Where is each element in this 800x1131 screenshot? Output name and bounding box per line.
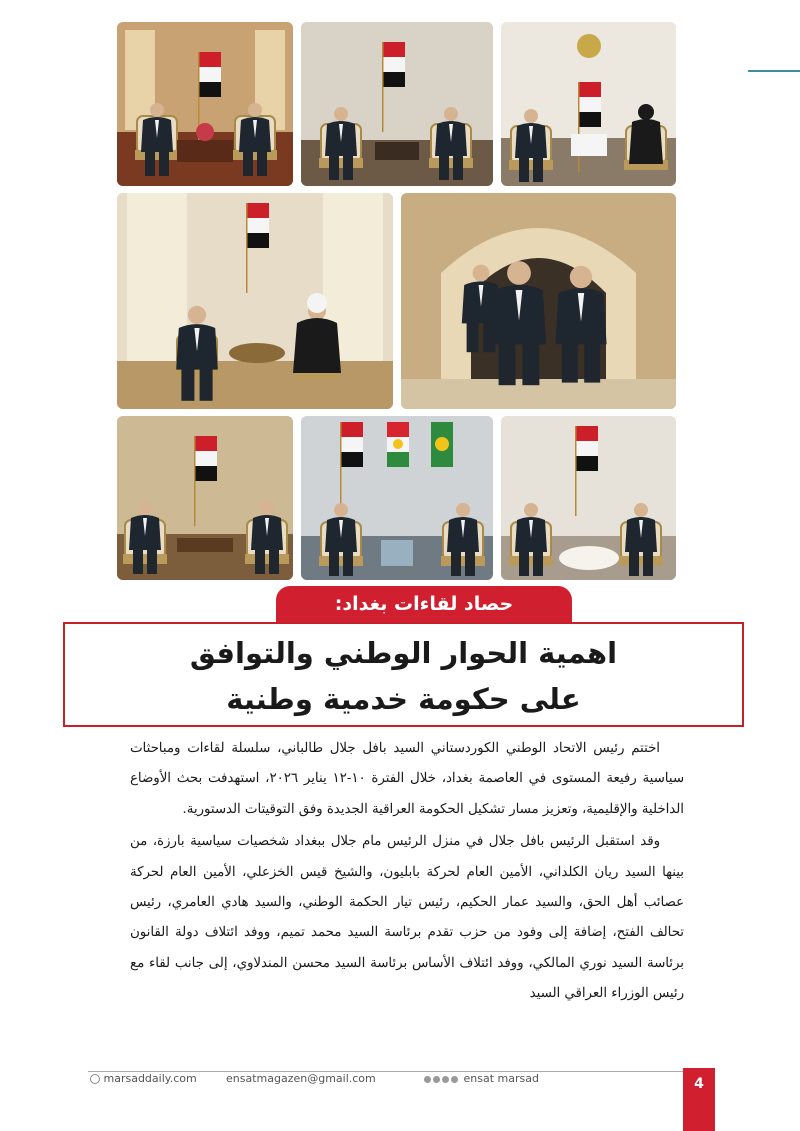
photo-meeting-6 — [117, 416, 293, 580]
headline-box — [63, 622, 744, 727]
accent-line — [748, 70, 800, 72]
photo-meeting-2 — [301, 22, 493, 186]
section-title-tab: حصاد لقاءات بغداد: — [276, 586, 572, 622]
photo-meeting-3 — [501, 22, 676, 186]
article-paragraph: اختتم رئيس الاتحاد الوطني الكوردستاني السيد بافل جلال طالباني، سلسلة لقاءات ومباحثات سياسية رفيعة المستوى في العاصمة بغداد، خلال الفترة ١٠-١٢ يناير ٢٠٢٦، استهدفت بحث الأوضاع الداخلية والإقليمية، وتعزيز مسار تشكيل الحكومة العراقية الجديدة وفق التوقيتات الدستورية. — [130, 741, 684, 817]
page-number: 4 — [683, 1068, 715, 1131]
globe-icon — [90, 1074, 100, 1084]
photo-meeting-1 — [117, 22, 293, 186]
article-paragraph: وقد استقبل الرئيس بافل جلال في منزل الرئيس مام جلال ببغداد شخصيات سياسية بارزة، من بينها السيد ريان الكلداني، الأمين العام لحركة بابليون، والشيخ قيس الخزعلي، الأمين العام لحركة عصائب أهل الحق، والسيد عمار الحكيم، رئيس تيار الحكمة الوطني، والسيد هادي العامري، رئيس تحالف الفتح، إضافة إلى وفود من حزب تقدم برئاسة السيد محمد تميم، ووفد ائتلاف دولة القانون برئاسة السيد نوري المالكي، ووفد ائتلاف الأساس برئاسة السيد محسن المندلاوي، إلى جانب لقاء مع رئيس الوزراء العراقي السيد — [130, 834, 684, 1002]
photo-meeting-7 — [301, 416, 493, 580]
photo-meeting-4 — [117, 193, 393, 409]
footer-email[interactable]: ensatmagazen@gmail.com — [226, 1072, 376, 1085]
youtube-icon — [451, 1076, 458, 1083]
photo-meeting-8 — [501, 416, 676, 580]
footer-website[interactable]: marsaddaily.com — [90, 1072, 197, 1085]
headline-line-2: على حكومة خدمية وطنية — [226, 682, 581, 716]
article-body — [130, 734, 684, 1010]
footer-social[interactable]: ensat marsad — [424, 1072, 539, 1085]
facebook-icon — [424, 1076, 431, 1083]
photo-meeting-5 — [401, 193, 676, 409]
twitter-icon — [433, 1076, 440, 1083]
instagram-icon — [442, 1076, 449, 1083]
headline-line-1: اهمية الحوار الوطني والتوافق — [189, 636, 618, 670]
